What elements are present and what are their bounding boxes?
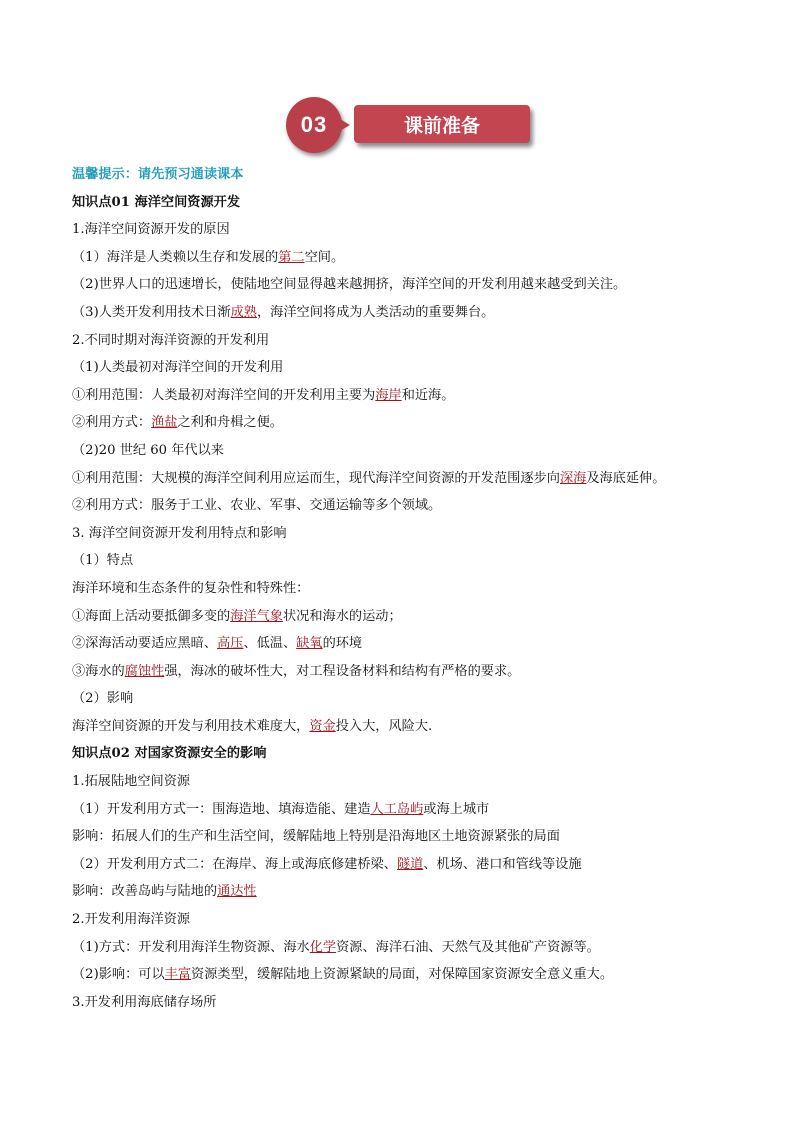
text-line: [72, 658, 752, 686]
text-segment: （2）影响: [72, 691, 134, 707]
text-line: [72, 768, 752, 796]
text-segment: 资源、海洋石油、天然气及其他矿产资源等。: [336, 939, 600, 955]
answer-highlight: 腐蚀性: [124, 663, 165, 679]
text-segment: 、机场、港口和管线等设施: [423, 856, 582, 872]
text-segment: 3.开发利用海底储存场所: [72, 994, 217, 1010]
text-segment: ②深海活动要适应黑暗、: [72, 636, 218, 652]
answer-highlight: 资金: [309, 718, 336, 734]
answer-highlight: 人工岛屿: [370, 801, 424, 817]
text-segment: 影响：拓展人们的生产和生活空间，缓解陆地上特别是沿海地区土地资源紧张的局面: [72, 829, 560, 845]
text-segment: （1）开发利用方式一：围海造地、填海造能、建造: [72, 801, 371, 817]
text-segment: 1.海洋空间资源开发的原因: [72, 222, 230, 238]
text-segment: （1）海洋是人类赖以生存和发展的: [72, 249, 279, 265]
text-segment: ①利用范围：大规模的海洋空间利用应运而生，现代海洋空间资源的开发范围逐步向: [72, 470, 560, 486]
text-line: [72, 685, 752, 713]
text-segment: 海洋空间资源的开发与利用技术难度大，: [72, 718, 310, 734]
text-segment: （3)人类开发利用技术日渐: [72, 304, 231, 320]
text-segment: 2.不同时期对海洋资源的开发利用: [72, 332, 270, 348]
text-segment: 投入大，风险大.: [335, 718, 433, 734]
text-line: [72, 603, 752, 631]
text-segment: ②利用方式：服务于工业、农业、军事、交通运输等多个领域。: [72, 498, 442, 514]
text-line: [72, 244, 752, 272]
text-line: [72, 934, 752, 962]
text-line: [72, 299, 752, 327]
answer-highlight: 隧道: [396, 856, 424, 872]
text-line: [72, 961, 752, 989]
text-segment: ①利用范围：人类最初对海洋空间的开发利用主要为: [72, 387, 376, 403]
text-line: [72, 575, 752, 603]
text-segment: 空间。: [304, 249, 345, 265]
text-line: [72, 465, 752, 493]
text-segment: ，海洋空间将成为人类活动的重要舞台。: [256, 304, 495, 320]
document-body: [72, 161, 752, 1016]
text-segment: 知识点02 对国家资源安全的影响: [72, 746, 267, 762]
text-segment: 状况和海水的运动；: [283, 608, 402, 624]
text-line: [72, 216, 752, 244]
text-segment: 影响：改善岛屿与陆地的: [72, 884, 218, 900]
text-segment: 海洋环境和生态条件的复杂性和特殊性：: [72, 580, 310, 596]
answer-highlight: 高压: [217, 636, 244, 652]
answer-highlight: 缺氧: [296, 636, 323, 652]
answer-highlight: 第二: [278, 249, 305, 265]
answer-highlight: 深海: [559, 470, 587, 486]
text-segment: 的环境: [322, 636, 363, 652]
text-line: [72, 547, 752, 575]
text-segment: 强，海冰的破坏性大，对工程设备材料和结构有严格的要求。: [164, 663, 521, 679]
text-line: [72, 382, 752, 410]
answer-highlight: 通达性: [217, 884, 257, 900]
answer-highlight: 海岸: [375, 387, 402, 403]
text-line: [72, 520, 752, 548]
text-segment: 之利和舟楫之便。: [177, 415, 283, 431]
text-segment: （2)影响：可以: [72, 967, 165, 983]
text-line: [72, 906, 752, 934]
knowledge-point-heading: [72, 189, 752, 217]
text-line: [72, 630, 752, 658]
text-line: [72, 989, 752, 1017]
answer-highlight: 丰富: [164, 967, 192, 983]
text-segment: （1)人类最初对海洋空间的开发利用: [72, 360, 284, 376]
text-segment: （2）开发利用方式二：在海岸、海上或海底修建桥梁、: [72, 856, 397, 872]
text-line: [72, 713, 752, 741]
text-segment: 3. 海洋空间资源开发利用特点和影响: [72, 525, 287, 541]
answer-highlight: 化学: [309, 939, 337, 955]
text-segment: （2)20 世纪 60 年代以来: [72, 442, 224, 458]
text-segment: ③海水的: [72, 663, 125, 679]
text-segment: 、低温、: [243, 636, 297, 652]
text-line: [72, 327, 752, 355]
text-line: [72, 851, 752, 879]
text-line: [72, 354, 752, 382]
text-segment: （1)方式：开发利用海洋生物资源、海水: [72, 939, 310, 955]
text-line: [72, 878, 752, 906]
text-segment: 及海底延伸。: [586, 470, 666, 486]
text-segment: 和近海。: [401, 387, 455, 403]
text-segment: （2)世界人口的迅速增长，使陆地空间显得越来越拥挤，海洋空间的开发利用越来越受到关注。: [72, 277, 627, 293]
text-segment: ②利用方式：: [72, 415, 152, 431]
text-line: [72, 823, 752, 851]
answer-highlight: 海洋气象: [230, 608, 283, 624]
text-line: [72, 437, 752, 465]
text-segment: 或海上城市: [423, 801, 490, 817]
section-number-badge: 03: [286, 97, 342, 153]
text-line: [72, 492, 752, 520]
text-segment: （1）特点: [72, 553, 134, 569]
section-title-banner: 课前准备: [354, 105, 530, 143]
text-line: [72, 409, 752, 437]
text-line: [72, 796, 752, 824]
text-segment: 1.拓展陆地空间资源: [72, 774, 191, 790]
section-header: [286, 97, 536, 157]
text-segment: 资源类型，缓解陆地上资源紧缺的局面，对保障国家资源安全意义重大。: [191, 967, 614, 983]
text-segment: 知识点01 海洋空间资源开发: [72, 194, 241, 210]
knowledge-point-heading: [72, 740, 752, 768]
preview-tip: 温馨提示：请先预习通读课本: [72, 167, 244, 182]
text-segment: 2.开发利用海洋资源: [72, 912, 191, 928]
text-line: [72, 271, 752, 299]
answer-highlight: 渔盐: [151, 415, 178, 431]
answer-highlight: 成熟: [230, 304, 257, 320]
text-segment: ①海面上活动要抵御多变的: [72, 608, 231, 624]
